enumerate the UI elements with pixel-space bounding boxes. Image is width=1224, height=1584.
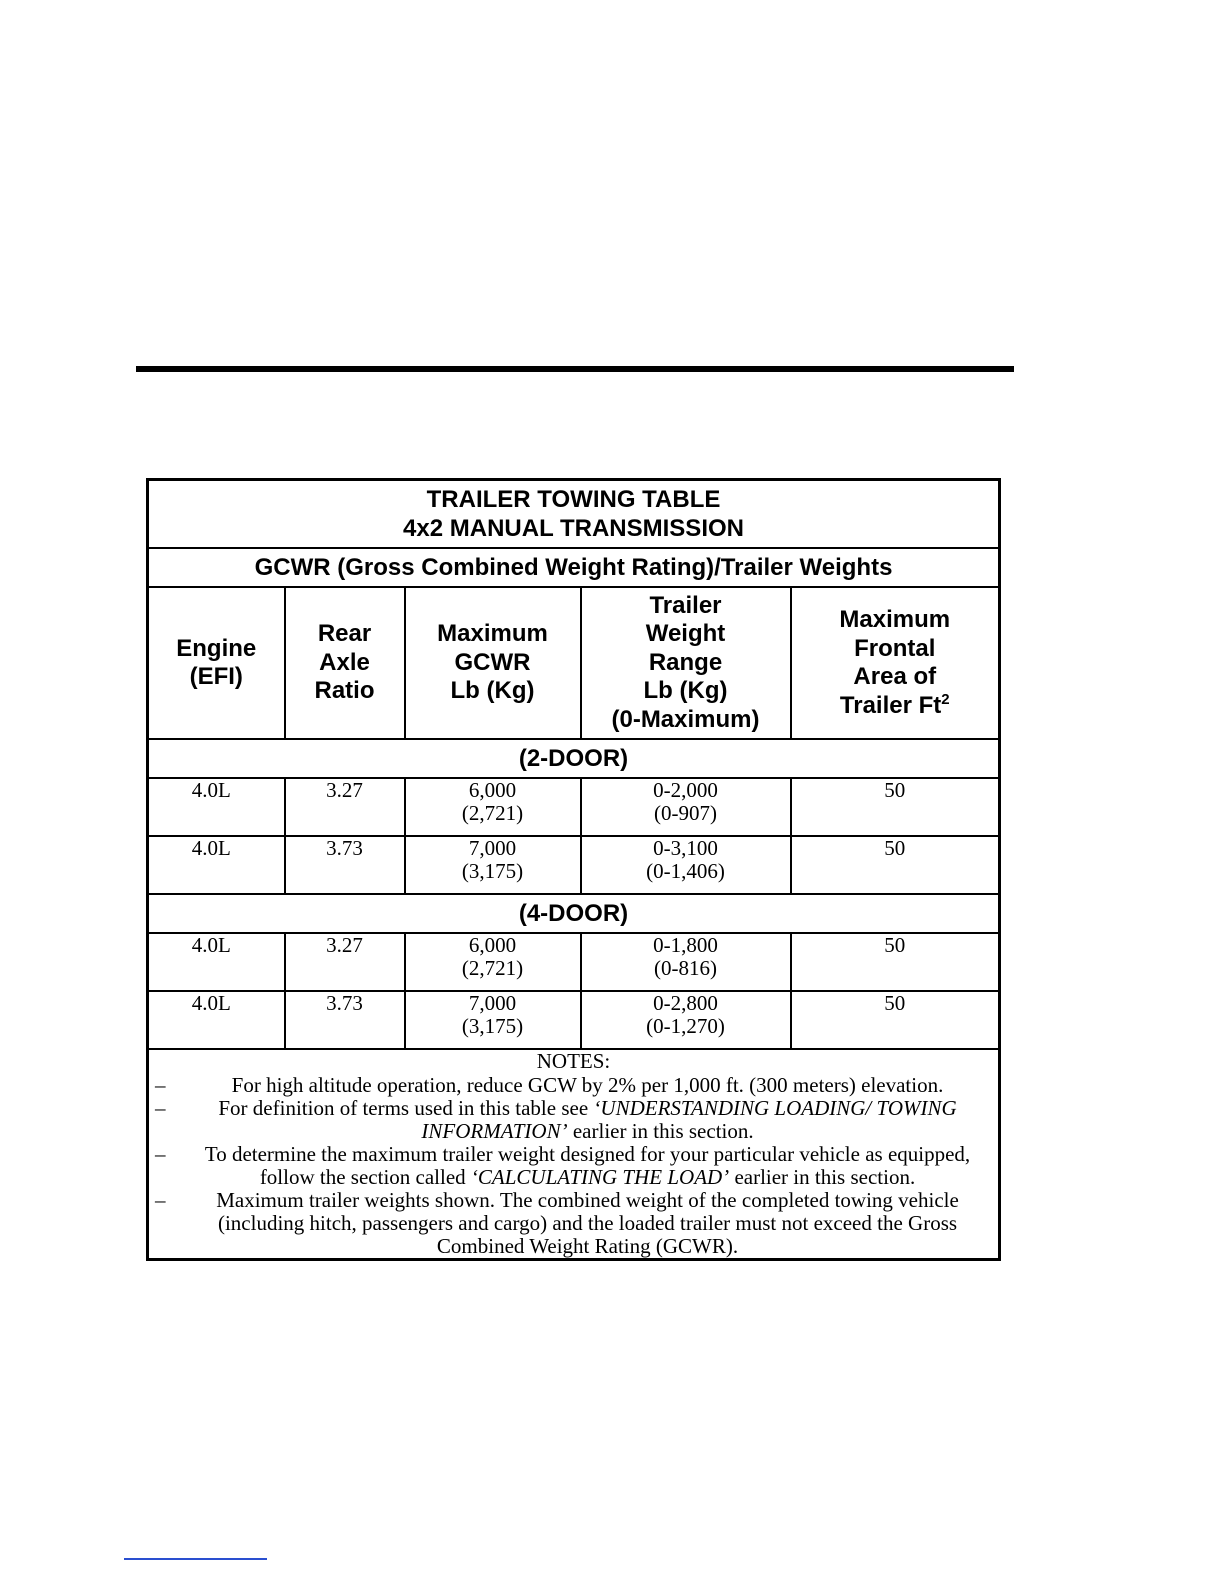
header-engine: Engine (EFI): [148, 587, 285, 739]
table-row: [148, 778, 1000, 836]
note-dash: –: [155, 1142, 166, 1166]
note-dash: –: [155, 1073, 166, 1097]
cell-trailer-range: 0-1,800 (0-816): [581, 933, 791, 991]
cell-axle-ratio: 3.27: [285, 778, 405, 836]
cell-max-gcwr: 6,000 (2,721): [405, 933, 581, 991]
cell-trailer-range: 0-3,100 (0-1,406): [581, 836, 791, 894]
cell-max-gcwr: 6,000 (2,721): [405, 778, 581, 836]
notes-heading: NOTES:: [536, 1049, 611, 1073]
squared-superscript: 2: [941, 690, 950, 708]
notes-block: [148, 1049, 1000, 1260]
cell-trailer-range: 0-2,000 (0-907): [581, 778, 791, 836]
cell-axle-ratio: 3.27: [285, 933, 405, 991]
header-trailer-weight-range: Trailer Weight Range Lb (Kg) (0-Maximum): [581, 587, 791, 739]
top-rule: [136, 366, 1014, 372]
notes-row: [148, 1049, 1000, 1260]
cell-engine: 4.0L: [148, 933, 285, 991]
header-row: [148, 587, 1000, 739]
section-label: (2-DOOR): [148, 739, 1000, 778]
footer-rule: [124, 1558, 267, 1560]
subtitle-row: [148, 548, 1000, 587]
section-label: (4-DOOR): [148, 894, 1000, 933]
header-maximum-frontal-area: Maximum Frontal Area of Trailer Ft$^2$: [791, 587, 1000, 739]
cell-frontal-area: 50: [791, 991, 1000, 1049]
section-row-2-door: [148, 739, 1000, 778]
cell-max-gcwr: 7,000 (3,175): [405, 991, 581, 1049]
cell-max-gcwr: 7,000 (3,175): [405, 836, 581, 894]
note-item: – To determine the maximum trailer weight designed for your particular vehicle as equipped, follow the section called ‘CALCULATING THE LOAD’ earlier in this section.: [155, 1142, 971, 1189]
cell-frontal-area: 50: [791, 836, 1000, 894]
note-dash: –: [155, 1188, 166, 1212]
table-row: [148, 991, 1000, 1049]
cell-engine: 4.0L: [148, 991, 285, 1049]
note-dash: –: [155, 1096, 166, 1120]
table-row: [148, 836, 1000, 894]
section-row-4-door: [148, 894, 1000, 933]
cell-engine: 4.0L: [148, 778, 285, 836]
note-item: – Maximum trailer weights shown. The combined weight of the completed towing vehicle (including hitch, passengers and cargo) and the loaded trailer must not exceed the Gross Combined Weight Rating (GCWR).: [155, 1188, 959, 1258]
cell-engine: 4.0L: [148, 836, 285, 894]
table-subtitle: GCWR (Gross Combined Weight Rating)/Trailer Weights: [148, 548, 1000, 587]
note-item: – For high altitude operation, reduce GCW by 2% per 1,000 ft. (300 meters) elevation.: [155, 1073, 944, 1097]
trailer-towing-table: [146, 478, 1001, 1261]
header-rear-axle-ratio: Rear Axle Ratio: [285, 587, 405, 739]
table-row: [148, 933, 1000, 991]
cell-axle-ratio: 3.73: [285, 991, 405, 1049]
section-reference: ‘UNDERSTANDING LOADING/ TOWING INFORMATION’: [421, 1096, 957, 1143]
table-title: [148, 480, 1000, 549]
note-item: – For definition of terms used in this table see ‘UNDERSTANDING LOADING/ TOWING INFORMATION’ earlier in this section.: [155, 1096, 957, 1143]
table-title-line-1: TRAILER TOWING TABLE: [426, 486, 721, 513]
cell-frontal-area: 50: [791, 933, 1000, 991]
cell-trailer-range: 0-2,800 (0-1,270): [581, 991, 791, 1049]
table-title-line-2: 4x2 MANUAL TRANSMISSION: [403, 515, 744, 542]
cell-frontal-area: 50: [791, 778, 1000, 836]
header-maximum-gcwr: Maximum GCWR Lb (Kg): [405, 587, 581, 739]
cell-axle-ratio: 3.73: [285, 836, 405, 894]
section-reference: ‘CALCULATING THE LOAD’: [470, 1165, 730, 1189]
title-row: [148, 480, 1000, 549]
